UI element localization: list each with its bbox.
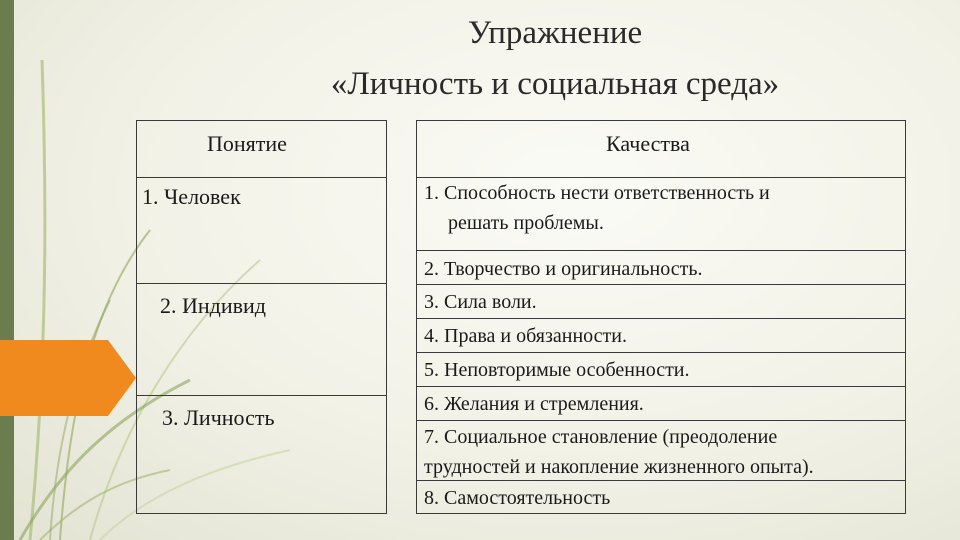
quality-3: 3. Сила воли. <box>424 291 537 313</box>
orange-arrow-shape <box>0 340 136 416</box>
quality-7-line2: трудностей и накопление жизненного опыта). <box>424 456 814 478</box>
concept-item-1: 1. Человек <box>142 184 241 209</box>
quality-4: 4. Права и обязанности. <box>424 325 627 347</box>
slide-title-line1: Упражнение <box>467 15 643 51</box>
quality-8: 8. Самостоятельность <box>424 487 611 509</box>
concept-header: Понятие <box>207 131 287 156</box>
quality-6: 6. Желания и стремления. <box>424 393 644 415</box>
qualities-header: Качества <box>606 131 690 156</box>
quality-1-line1: 1. Способность нести ответственность и <box>424 182 770 204</box>
quality-5: 5. Неповторимые особенности. <box>424 359 690 381</box>
slide-title-line2: «Личность и социальная среда» <box>330 66 780 102</box>
quality-1-line2: решать проблемы. <box>448 212 604 234</box>
concept-item-3: 3. Личность <box>162 405 275 430</box>
quality-7-line1: 7. Социальное становление (преодоление <box>424 426 778 448</box>
quality-2: 2. Творчество и оригинальность. <box>424 258 703 280</box>
concept-item-2: 2. Индивид <box>160 293 266 318</box>
